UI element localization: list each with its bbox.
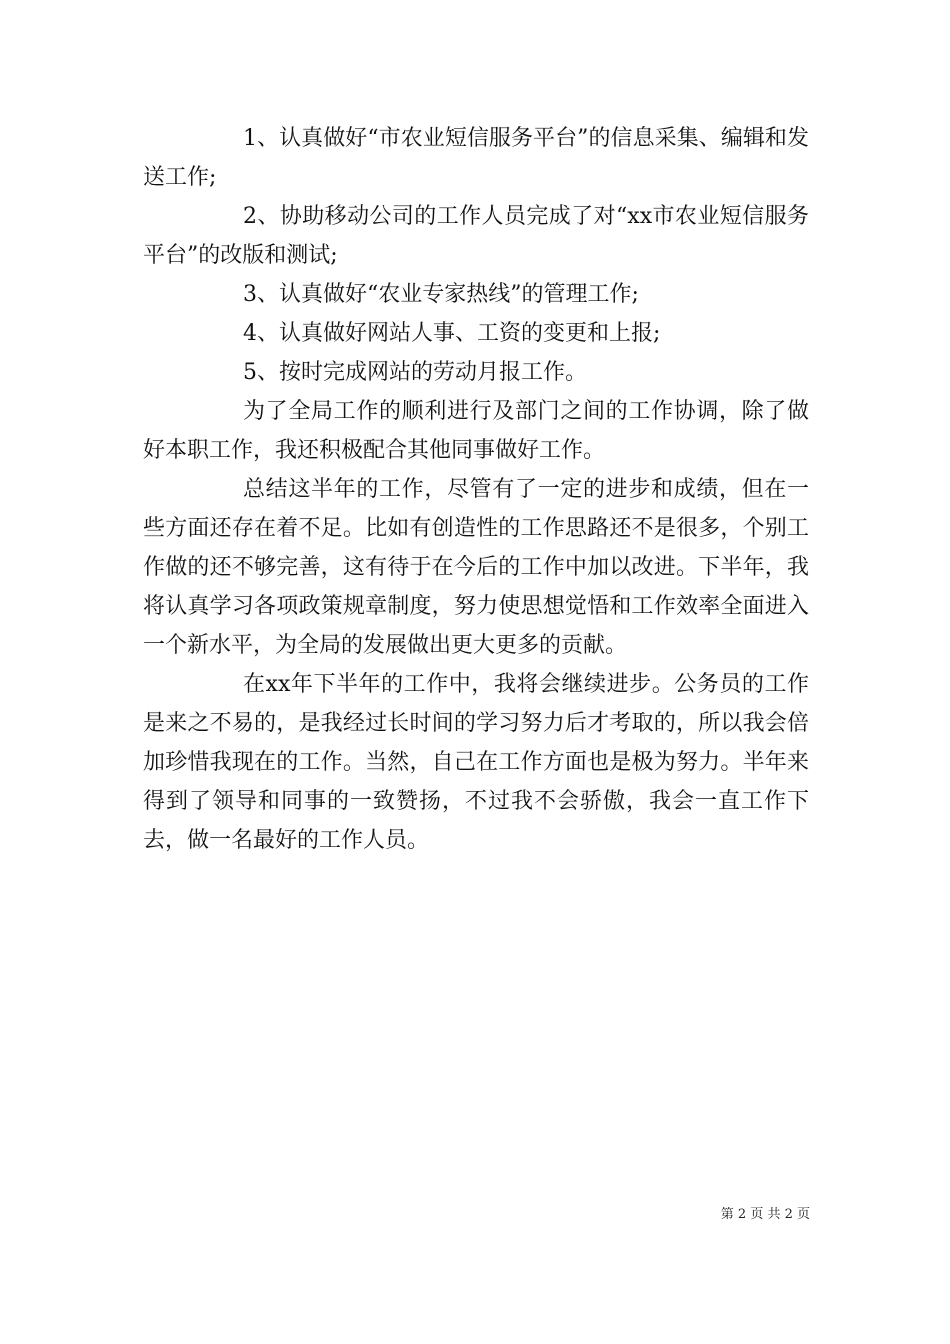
document-body (143, 119, 809, 860)
paragraph-outlook: 在xx年下半年的工作中，我将会继续进步。公务员的工作是来之不易的，是我经过长时间的学习努力后才考取的，所以我会倍加珍惜我现在的工作。当然，自己在工作方面也是极为努力。半年来得到了领导和同事的一致赞扬，不过我不会骄傲，我会一直工作下去，做一名最好的工作人员。 (143, 672, 809, 853)
list-item-3: 3、认真做好“农业专家热线”的管理工作; (243, 282, 639, 307)
list-item-2: 2、协助移动公司的工作人员完成了对“xx市农业短信服务平台”的改版和测试; (143, 204, 809, 268)
list-item-4: 4、认真做好网站人事、工资的变更和上报; (243, 321, 661, 346)
paragraph-cooperation: 为了全局工作的顺利进行及部门之间的工作协调，除了做好本职工作，我还积极配合其他同事做好工作。 (143, 399, 809, 463)
list-item-1: 1、认真做好“市农业短信服务平台”的信息采集、编辑和发送工作; (143, 126, 809, 190)
page-number-footer: 第 2 页 共 2 页 (720, 1207, 810, 1222)
paragraph-summary: 总结这半年的工作，尽管有了一定的进步和成绩，但在一些方面还存在着不足。比如有创造性的工作思路还不是很多，个别工作做的还不够完善，这有待于在今后的工作中加以改进。下半年，我将认真学习各项政策规章制度，努力使思想觉悟和工作效率全面进入一个新水平，为全局的发展做出更大更多的贡献。 (143, 477, 809, 658)
list-item-5: 5、按时完成网站的劳动月报工作。 (243, 360, 587, 385)
